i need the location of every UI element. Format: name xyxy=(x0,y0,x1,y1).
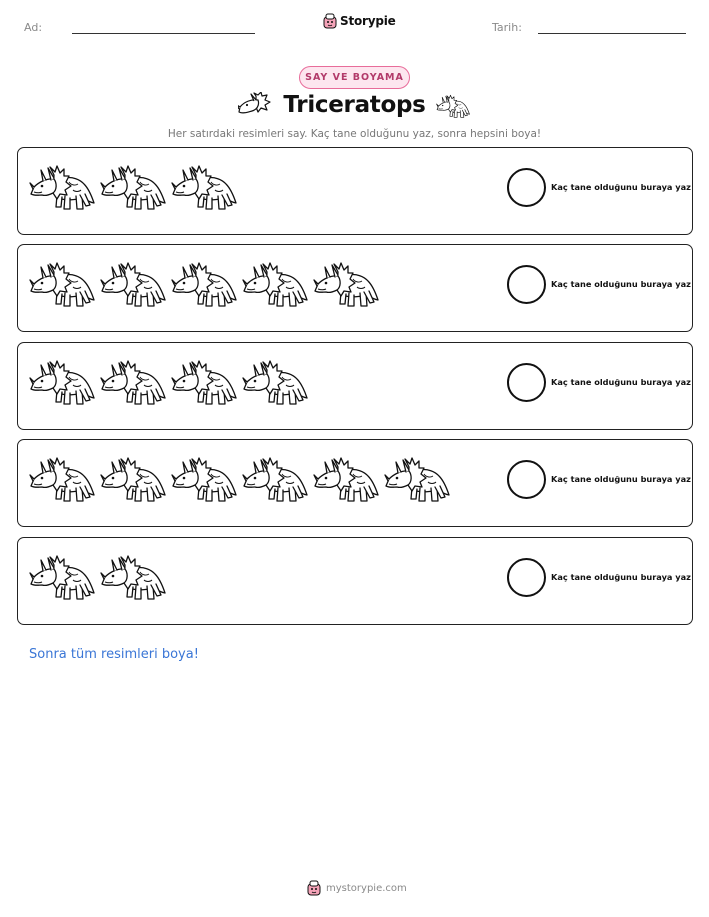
dinosaur-group xyxy=(29,259,379,309)
answer-circle[interactable] xyxy=(507,558,546,597)
count-row xyxy=(17,244,693,332)
answer-circle[interactable] xyxy=(507,363,546,402)
triceratops-outline-icon[interactable] xyxy=(242,259,308,309)
triceratops-outline-icon[interactable] xyxy=(100,259,166,309)
answer-label: Kaç tane olduğunu buraya yaz xyxy=(551,474,691,484)
brand-header xyxy=(323,13,396,29)
closing-note: Sonra tüm resimleri boya! xyxy=(29,647,199,662)
instructions: Her satırdaki resimleri say. Kaç tane olduğunu yaz, sonra hepsini boya! xyxy=(167,128,542,140)
count-row xyxy=(17,147,693,235)
triceratops-outline-icon[interactable] xyxy=(242,454,308,504)
brand-name: Storypie xyxy=(340,14,396,28)
answer-circle[interactable] xyxy=(507,265,546,304)
triceratops-outline-icon[interactable] xyxy=(171,162,237,212)
dinosaur-group xyxy=(29,357,308,407)
answer-circle[interactable] xyxy=(507,460,546,499)
triceratops-outline-icon[interactable] xyxy=(242,357,308,407)
count-row xyxy=(17,537,693,625)
storypie-logo-icon xyxy=(307,880,321,896)
triceratops-outline-icon[interactable] xyxy=(100,454,166,504)
count-row xyxy=(17,342,693,430)
triceratops-outline-icon[interactable] xyxy=(100,357,166,407)
name-label: Ad: xyxy=(24,21,43,34)
date-label: Tarih: xyxy=(492,21,522,34)
triceratops-outline-icon[interactable] xyxy=(100,552,166,602)
triceratops-outline-icon[interactable] xyxy=(171,357,237,407)
answer-label: Kaç tane olduğunu buraya yaz xyxy=(551,279,691,289)
storypie-logo-icon xyxy=(323,13,337,29)
activity-badge: SAY VE BOYAMA xyxy=(299,66,410,89)
triceratops-outline-icon[interactable] xyxy=(29,357,95,407)
triceratops-outline-icon[interactable] xyxy=(384,454,450,504)
answer-label: Kaç tane olduğunu buraya yaz xyxy=(551,182,691,192)
answer-circle[interactable] xyxy=(507,168,546,207)
dinosaur-group xyxy=(29,552,166,602)
triceratops-outline-icon[interactable] xyxy=(171,454,237,504)
triceratops-outline-icon[interactable] xyxy=(100,162,166,212)
triceratops-outline-icon xyxy=(436,92,470,120)
date-field[interactable] xyxy=(538,33,686,34)
count-row xyxy=(17,439,693,527)
footer xyxy=(307,880,407,896)
triceratops-outline-icon[interactable] xyxy=(29,454,95,504)
dinosaur-group xyxy=(29,454,450,504)
triceratops-outline-icon[interactable] xyxy=(171,259,237,309)
triceratops-outline-icon[interactable] xyxy=(29,259,95,309)
dinosaur-group xyxy=(29,162,237,212)
triceratops-outline-icon[interactable] xyxy=(29,552,95,602)
answer-label: Kaç tane olduğunu buraya yaz xyxy=(551,572,691,582)
answer-label: Kaç tane olduğunu buraya yaz xyxy=(551,377,691,387)
name-field[interactable] xyxy=(72,33,255,34)
triceratops-outline-icon[interactable] xyxy=(313,454,379,504)
triceratops-outline-icon[interactable] xyxy=(29,162,95,212)
triceratops-outline-icon[interactable] xyxy=(313,259,379,309)
footer-site: mystorypie.com xyxy=(326,882,407,894)
page-title: Triceratops xyxy=(283,92,426,118)
